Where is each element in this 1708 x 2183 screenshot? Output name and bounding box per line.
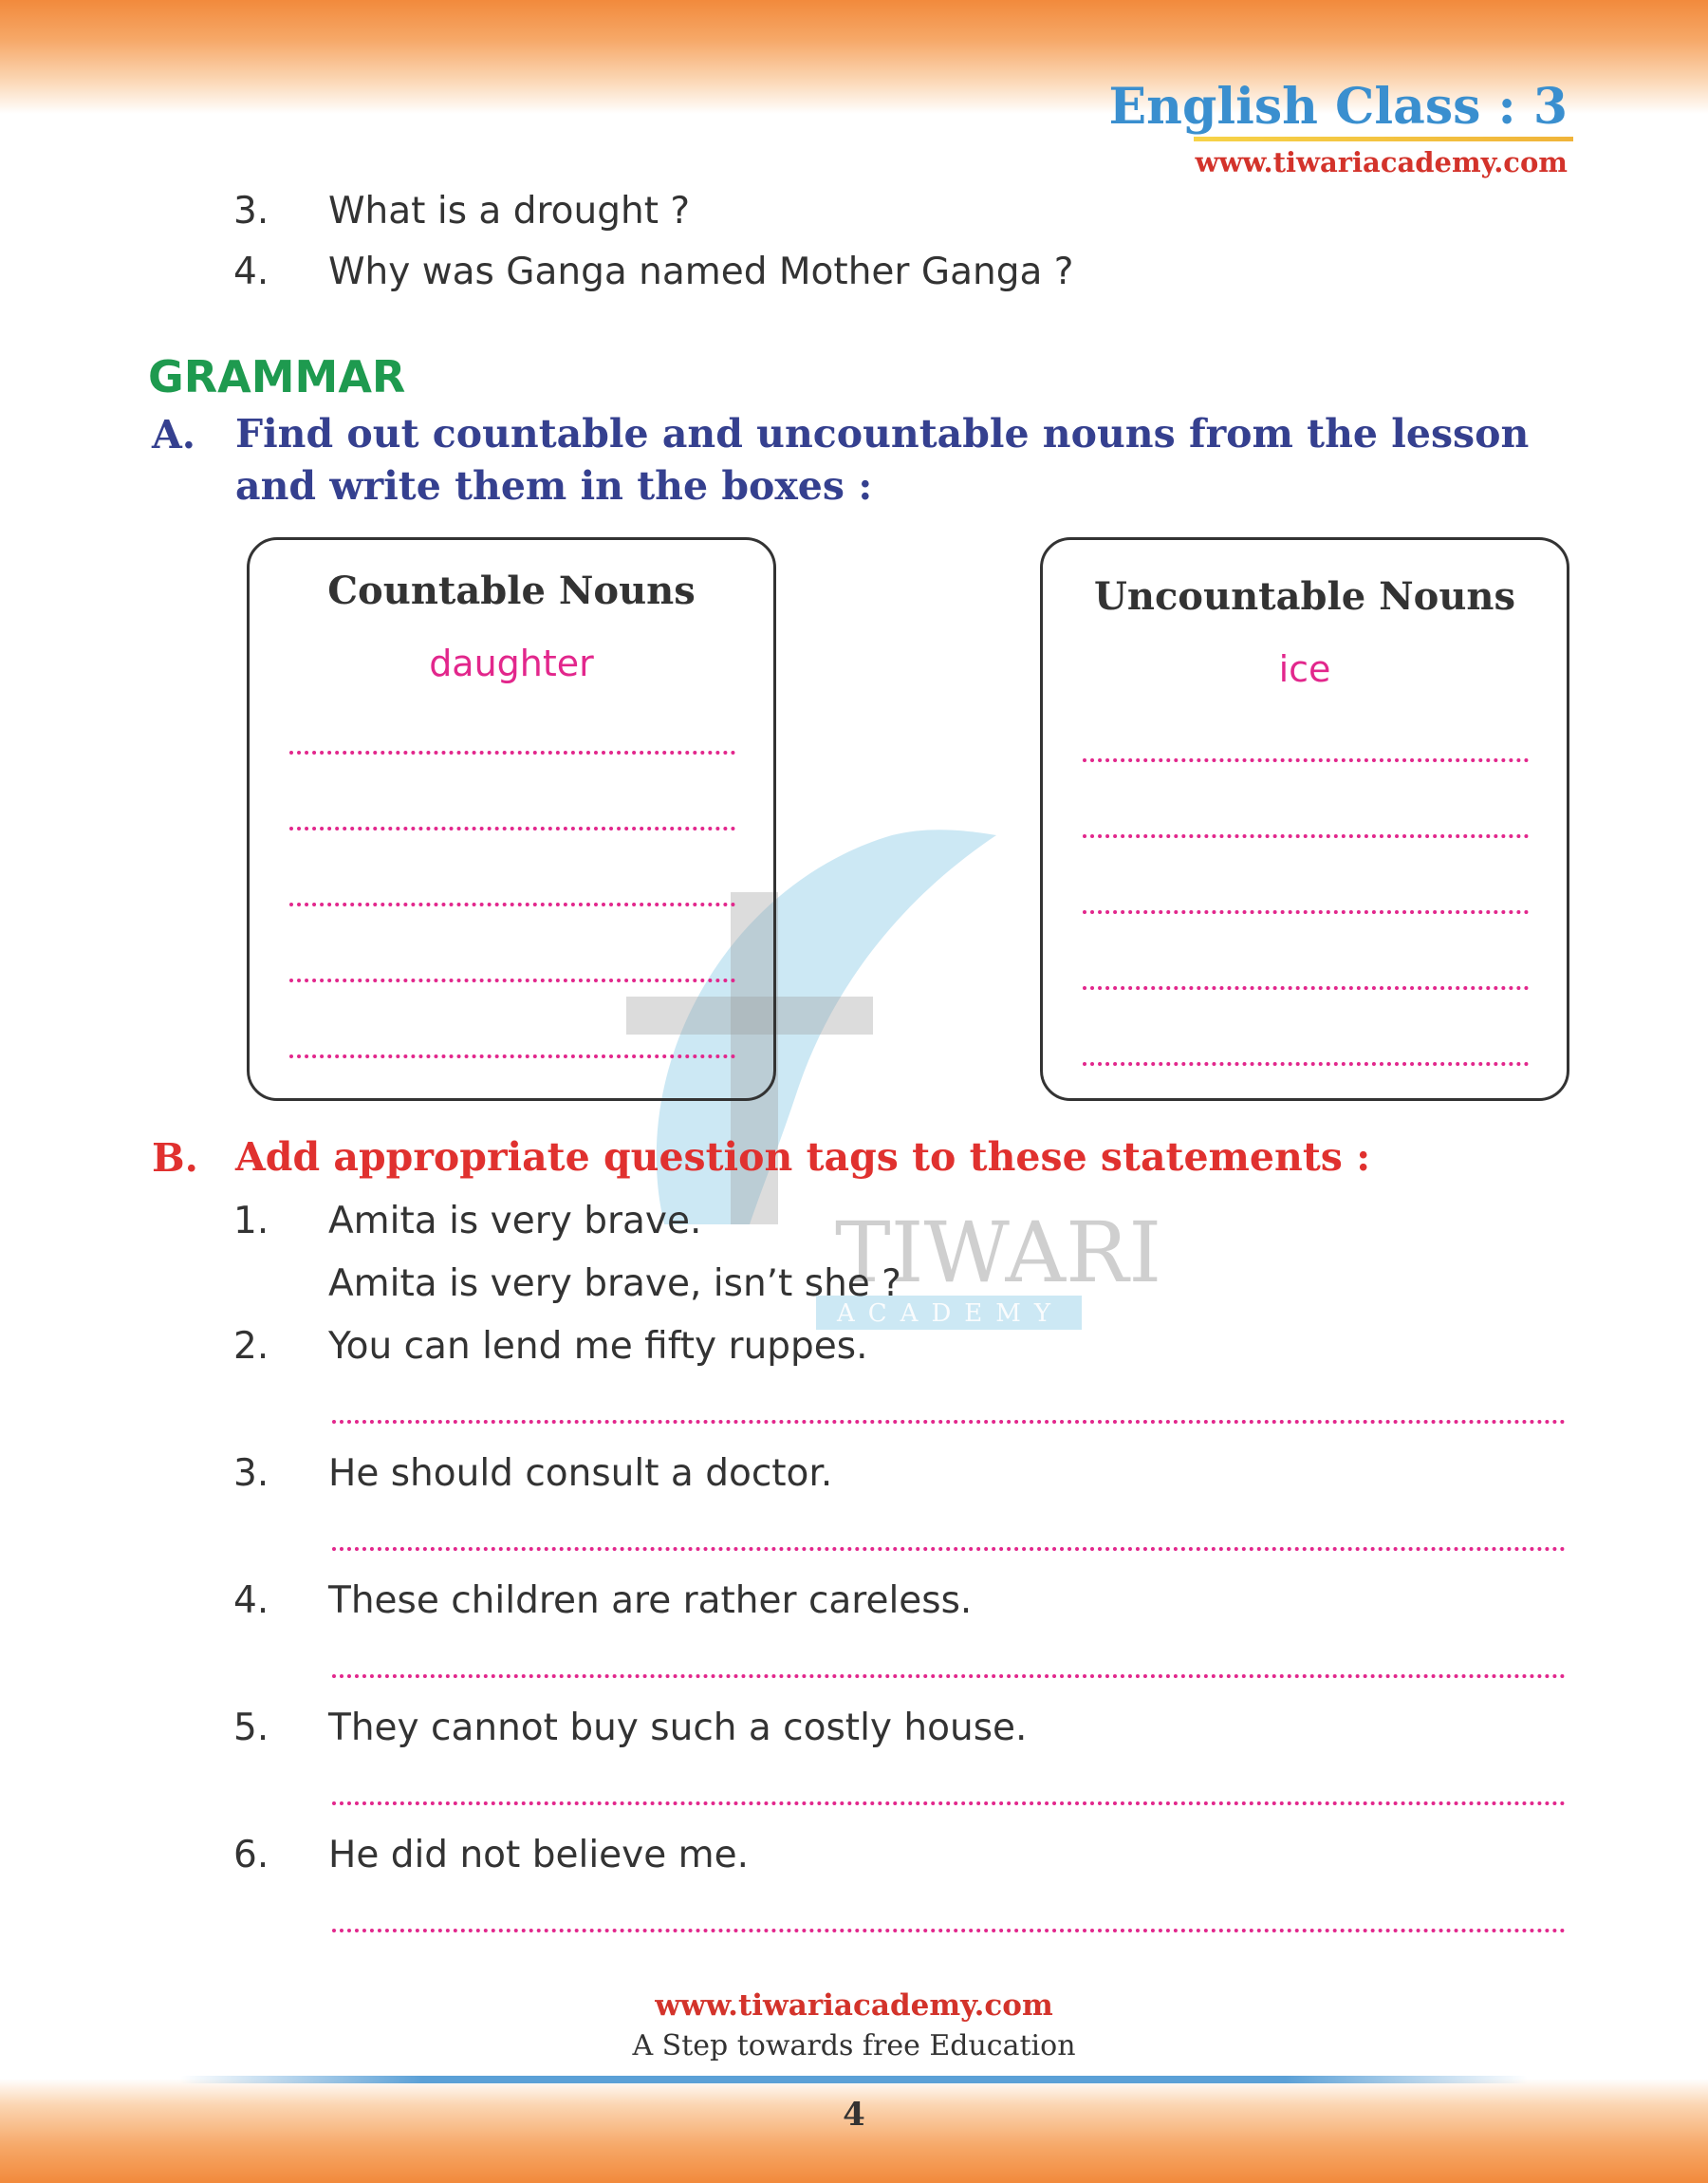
countable-example: daughter [429,643,594,684]
uncountable-nouns-box [1040,537,1569,1101]
footer-divider [180,2076,1528,2083]
statement-example-answer: Amita is very brave, isn’t she ? [328,1262,901,1305]
statement-number: 2. [233,1325,269,1368]
statement-number: 4. [233,1579,269,1622]
section-a-instruction: Find out countable and uncountable nouns from the lesson and write them in the boxes : [235,411,1530,509]
uncountable-answer-line[interactable] [1083,1062,1529,1066]
section-a-letter: A. [152,412,196,457]
watermark-title: TIWARI [835,1203,1162,1301]
statement-text: He did not believe me. [328,1834,749,1876]
countable-box-title: Countable Nouns [327,569,696,613]
statement-number: 6. [233,1834,269,1876]
statement-answer-line[interactable] [332,1420,1566,1424]
statement-number: 5. [233,1707,269,1749]
header-title: English Class : 3 [1108,78,1568,136]
countable-nouns-box [247,537,776,1101]
header-underline [1194,137,1573,141]
statement-text: You can lend me fifty ruppes. [328,1325,868,1368]
statement-answer-line[interactable] [332,1929,1566,1932]
statement-text: These children are rather careless. [328,1579,973,1622]
statement-answer-line[interactable] [332,1547,1566,1551]
section-b-letter: B. [152,1135,198,1181]
countable-answer-line[interactable] [289,827,735,830]
uncountable-example: ice [1278,648,1331,690]
question-text: Why was Ganga named Mother Ganga ? [328,251,1074,293]
uncountable-answer-line[interactable] [1083,910,1529,914]
countable-answer-line[interactable] [289,979,735,982]
header-url[interactable]: www.tiwariacademy.com [1195,146,1568,178]
statement-text: He should consult a doctor. [328,1452,833,1495]
question-text: What is a drought ? [328,190,691,233]
statement-answer-line[interactable] [332,1801,1566,1805]
statement-number: 3. [233,1452,269,1495]
uncountable-answer-line[interactable] [1083,758,1529,762]
section-b-instruction: Add appropriate question tags to these statements : [235,1134,1371,1180]
grammar-heading: GRAMMAR [148,351,406,402]
footer-url[interactable]: www.tiwariacademy.com [655,1988,1053,2023]
watermark-subtitle: ACADEMY [837,1299,1065,1328]
footer-tagline: A Step towards free Education [632,2029,1076,2062]
statement-text: Amita is very brave. [328,1200,702,1242]
statement-text: They cannot buy such a costly house. [328,1707,1028,1749]
countable-answer-line[interactable] [289,1054,735,1058]
statement-answer-line[interactable] [332,1674,1566,1678]
countable-answer-line[interactable] [289,751,735,755]
statement-number: 1. [233,1200,269,1242]
uncountable-answer-line[interactable] [1083,834,1529,838]
uncountable-box-title: Uncountable Nouns [1093,574,1516,619]
page-number: 4 [843,2096,865,2134]
countable-answer-line[interactable] [289,903,735,906]
question-number: 3. [233,190,269,233]
uncountable-answer-line[interactable] [1083,986,1529,990]
question-number: 4. [233,251,269,293]
